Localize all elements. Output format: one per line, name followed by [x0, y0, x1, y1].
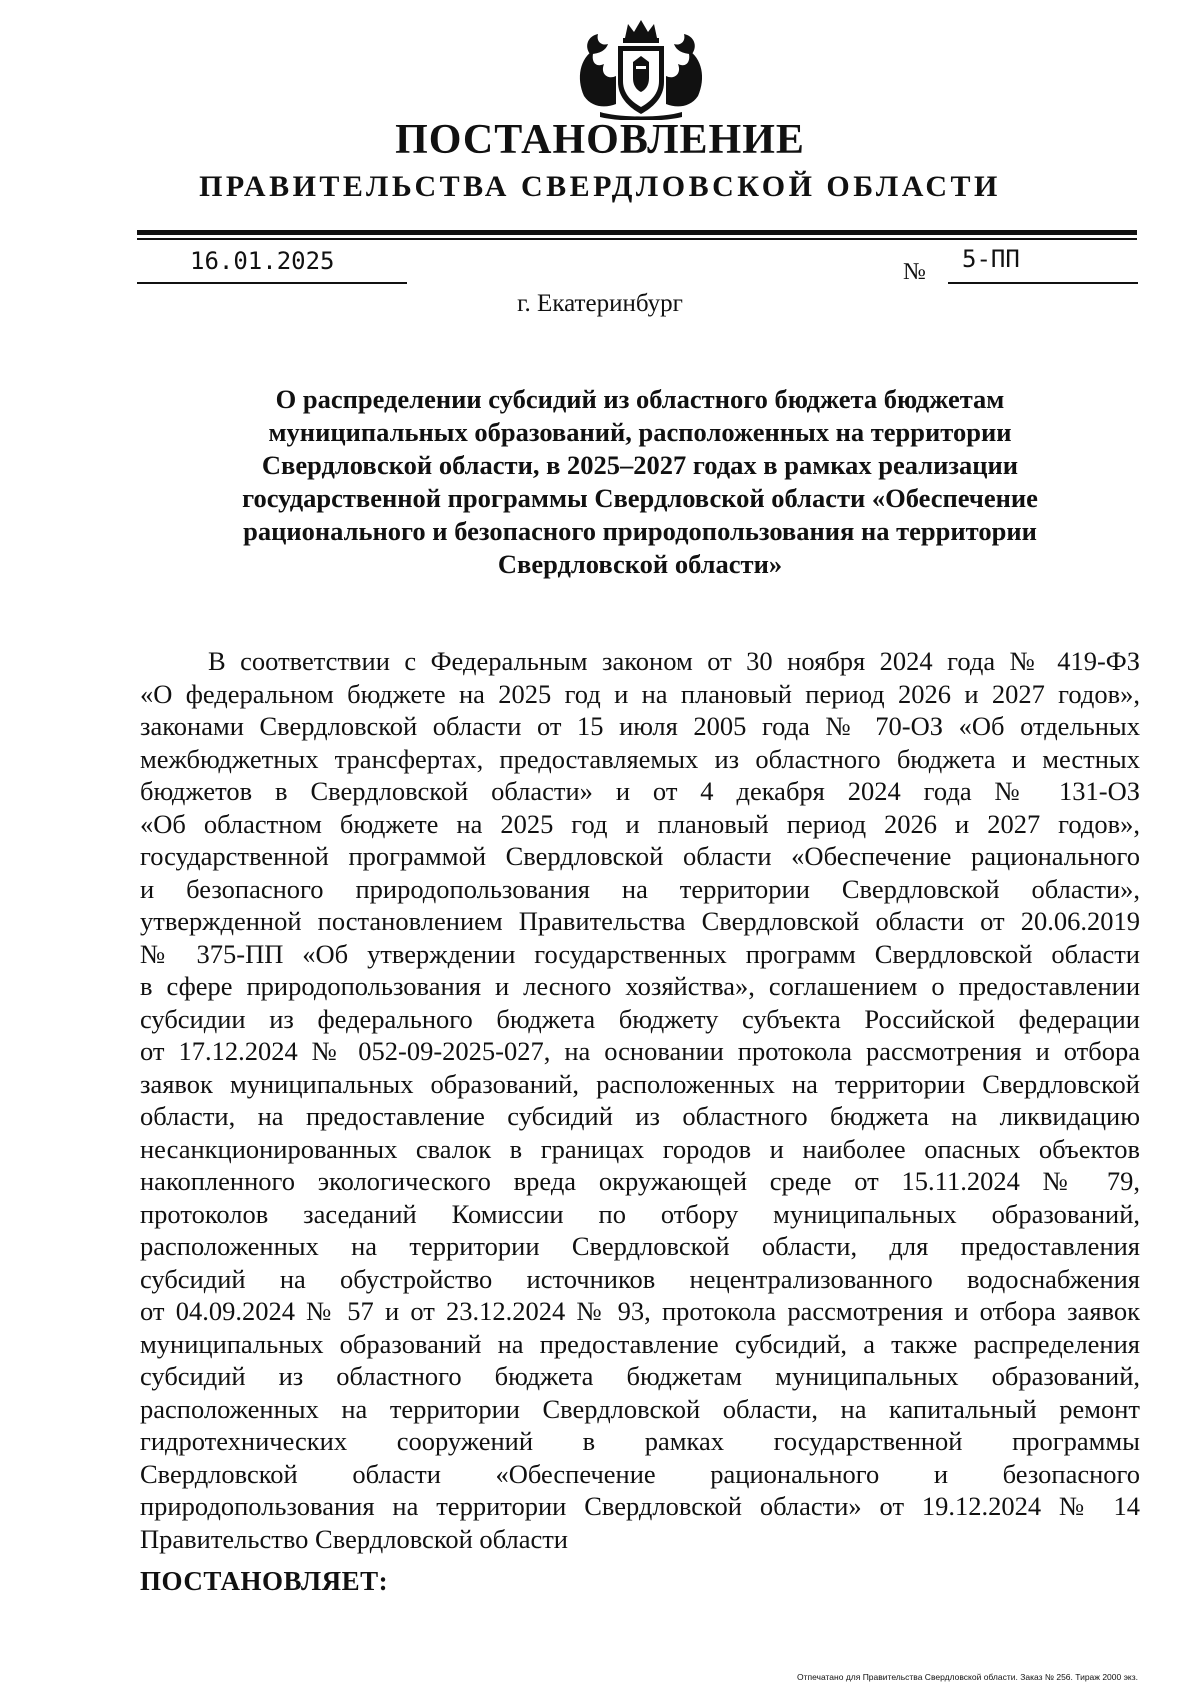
body-line: от 17.12.2024 № 052-09-2025-027, на основании протокола рассмотрения и отбора — [140, 1036, 1140, 1066]
title-line: О распределении субсидий из областного бюджета бюджетам — [275, 384, 1005, 414]
body-line: в сфере природопользования и лесного хозяйства», соглашением о предоставлении — [140, 971, 1140, 1001]
body-line: «О федеральном бюджете на 2025 год и на плановый период 2026 и 2027 годов», — [140, 678, 1140, 709]
document-number: 5-ПП — [962, 245, 1020, 273]
resolves-heading: ПОСТАНОВЛЯЕТ: — [140, 1566, 389, 1596]
date-underline — [137, 282, 407, 284]
body-line: Свердловской области «Обеспечение рационального и безопасного — [140, 1458, 1140, 1489]
body-line: расположенных на территории Свердловской области, на капитальный ремонт — [140, 1393, 1140, 1424]
body-line: субсидии из федерального бюджета бюджету субъекта Российской федерации — [140, 1003, 1140, 1034]
header-rule-thin — [137, 238, 1137, 240]
issuer-heading: ПРАВИТЕЛЬСТВА СВЕРДЛОВСКОЙ ОБЛАСТИ — [199, 170, 1001, 203]
body-line: расположенных на территории Свердловской области, для предоставления — [140, 1231, 1140, 1261]
preamble-paragraph — [140, 645, 1140, 1555]
body-line: и безопасного природопользования на территории Свердловской области», — [140, 873, 1140, 904]
document-title — [190, 383, 1090, 581]
body-line: заявок муниципальных образований, расположенных на территории Свердловской — [140, 1068, 1140, 1099]
body-line: субсидий из областного бюджета бюджетам муниципальных образований, — [140, 1361, 1140, 1391]
number-underline — [948, 282, 1138, 284]
body-line: Правительство Свердловской области — [140, 1523, 568, 1554]
body-line: накопленного экологического вреда окружающей среде от 15.11.2024 № 79, — [140, 1166, 1140, 1196]
title-line: рационального и безопасного природопользования на территории — [243, 516, 1037, 546]
body-line: бюджетов в Свердловской области» и от 4 декабря 2024 года № 131-ОЗ — [140, 776, 1140, 806]
body-line: законами Свердловской области от 15 июля 2005 года № 70-ОЗ «Об отдельных — [140, 711, 1140, 741]
body-line: № 375-ПП «Об утверждении государственных программ Свердловской области — [140, 938, 1140, 969]
body-line: несанкционированных свалок в границах городов и наиболее опасных объектов — [140, 1133, 1140, 1164]
city-line: г. Екатеринбург — [517, 290, 683, 317]
document-type-heading: ПОСТАНОВЛЕНИЕ — [395, 117, 805, 163]
body-line: государственной программой Свердловской области «Обеспечение рационального — [140, 841, 1140, 871]
number-sign: № — [903, 259, 926, 285]
body-line: В соответствии с Федеральным законом от 30 ноября 2024 года № 419-ФЗ — [208, 646, 1140, 676]
body-line: природопользования на территории Свердловской области» от 19.12.2024 № 14 — [140, 1491, 1140, 1521]
title-line: Свердловской области, в 2025–2027 годах в рамках реализации — [261, 450, 1019, 480]
body-line: протоколов заседаний Комиссии по отбору муниципальных образований, — [140, 1198, 1140, 1229]
header-rule-thick — [137, 230, 1137, 235]
body-line: утвержденной постановлением Правительства Свердловской области от 20.06.2019 — [140, 906, 1140, 936]
body-line: межбюджетных трансфертах, предоставляемых из областного бюджета и местных — [140, 743, 1140, 774]
body-line: муниципальных образований на предоставление субсидий, а также распределения — [140, 1328, 1140, 1359]
body-line: от 04.09.2024 № 57 и от 23.12.2024 № 93, протокола рассмотрения и отбора заявок — [140, 1296, 1140, 1326]
print-footer: Отпечатано для Правительства Свердловской области. Заказ № 256. Тираж 2000 экз. — [796, 1672, 1138, 1682]
body-line: «Об областном бюджете на 2025 год и плановый период 2026 и 2027 годов», — [140, 808, 1140, 839]
title-line: государственной программы Свердловской области «Обеспечение — [242, 483, 1038, 513]
body-line: гидротехнических сооружений в рамках государственной программы — [140, 1426, 1140, 1456]
title-line: Свердловской области» — [497, 549, 783, 579]
sverdlovsk-coat-of-arms-icon — [570, 18, 712, 120]
title-line: муниципальных образований, расположенных на территории — [268, 417, 1012, 447]
document-date: 16.01.2025 — [190, 247, 335, 275]
body-line: субсидий на обустройство источников нецентрализованного водоснабжения — [140, 1263, 1140, 1294]
body-line: области, на предоставление субсидий из областного бюджета на ликвидацию — [140, 1101, 1140, 1131]
